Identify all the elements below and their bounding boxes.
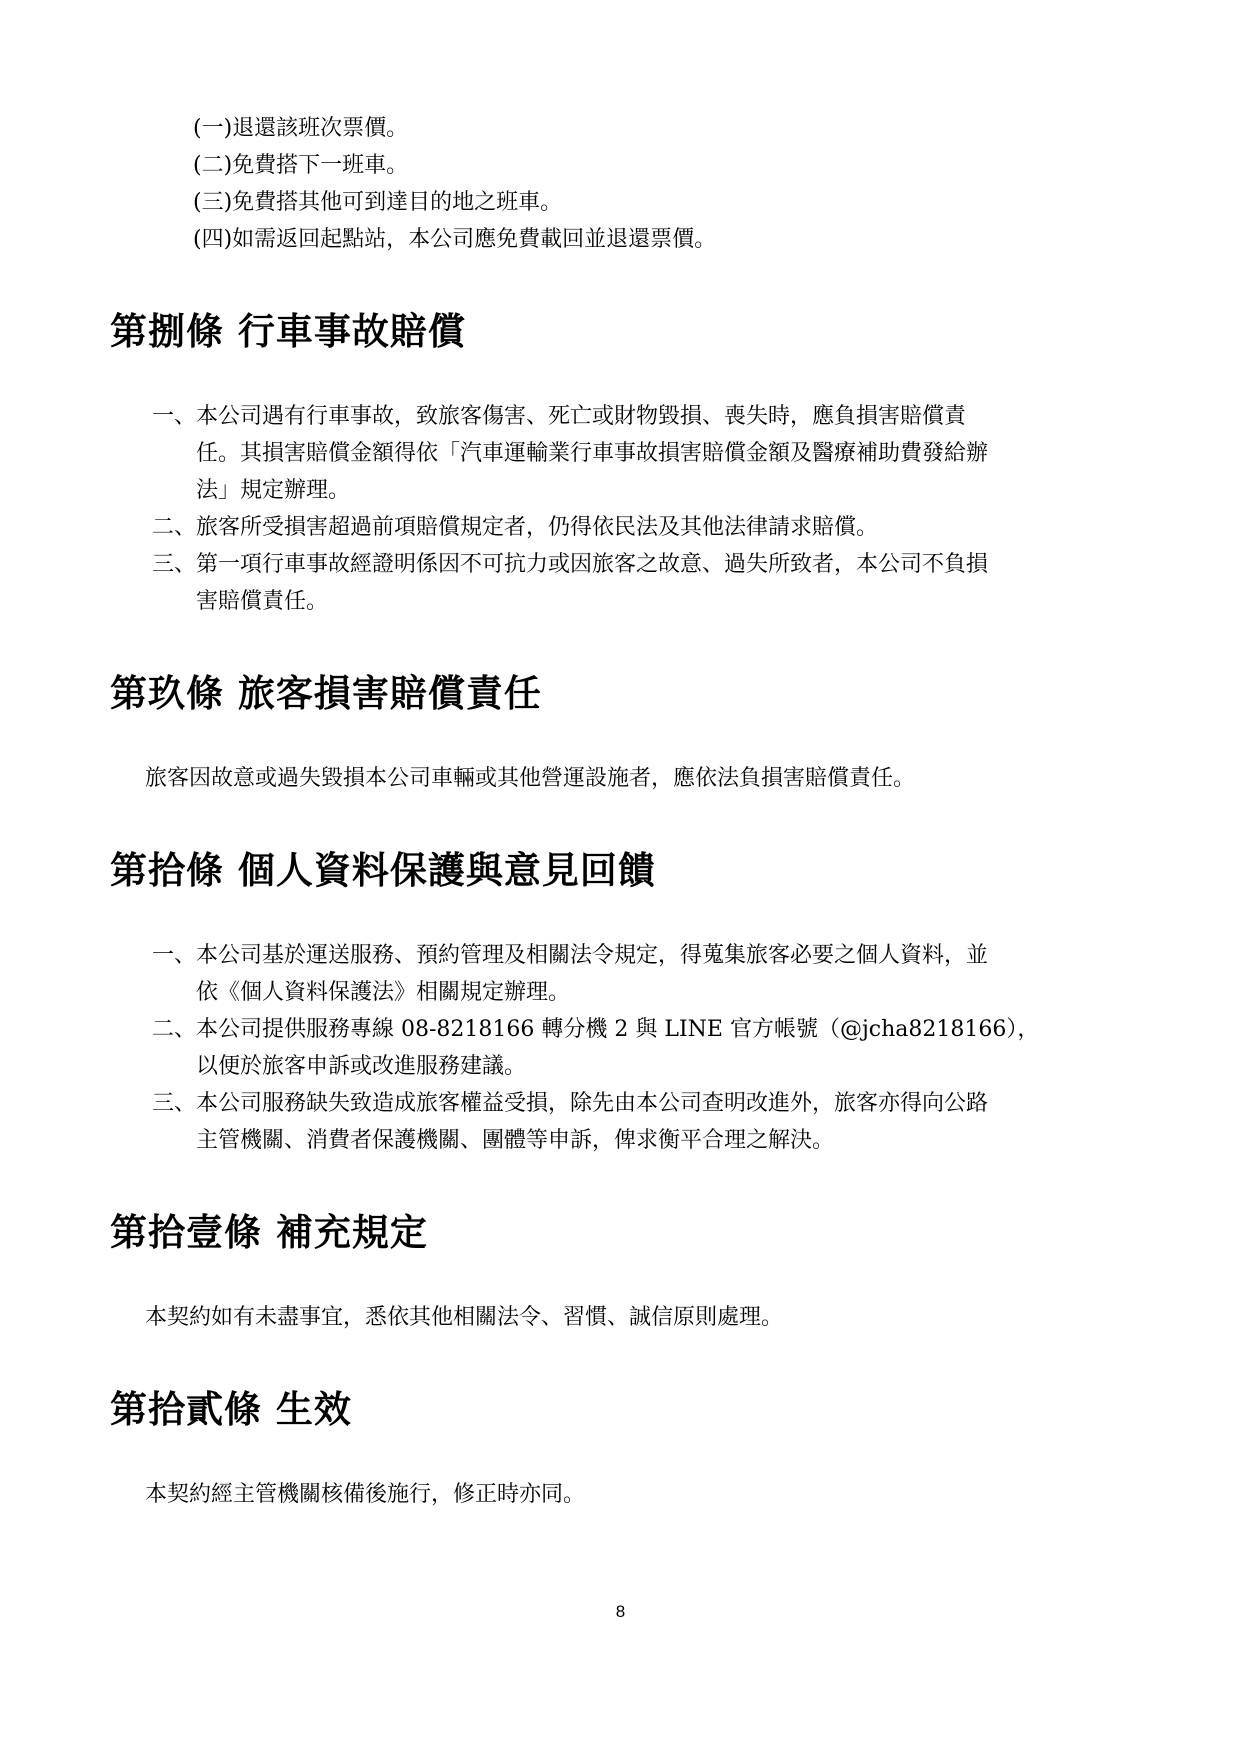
list-item: [110, 546, 1151, 620]
sub-list-item: (四)如需返回起點站，本公司應免費載回並退還票價。: [193, 227, 717, 252]
list-item-marker: 二、: [152, 1017, 197, 1042]
list-item-line: 法」規定辦理。: [196, 478, 351, 503]
list-item: [110, 937, 1151, 1011]
list-item-marker: 三、: [152, 552, 197, 577]
sub-list-item: (一)退還該班次票價。: [193, 116, 409, 141]
list-item: [110, 1011, 1151, 1085]
list-item: [110, 509, 1151, 546]
list-item-line: 主管機關、消費者保護機關、團體等申訴，俾求衡平合理之解決。: [196, 1128, 835, 1153]
list-item: [110, 398, 1151, 509]
list-item-line: 以便於旅客申訴或改進服務建議。: [196, 1054, 527, 1079]
list-item-line: 三、第一項行車事故經證明係因不可抗力或因旅客之故意、過失所致者，本公司不負損: [152, 552, 989, 577]
list-item-marker: 一、: [152, 404, 197, 429]
list-item-marker: 二、: [152, 515, 197, 540]
paragraph: 旅客因故意或過失毀損本公司車輛或其他營運設施者，應依法負損害賠償責任。: [145, 766, 916, 791]
list-item-line: 任。其損害賠償金額得依「汽車運輸業行車事故損害賠償金額及醫療補助費發給辦: [196, 441, 989, 466]
list-item-line: 二、本公司提供服務專線 08-8218166 轉分機 2 與 LINE 官方帳號（@jcha8218166），: [152, 1017, 1040, 1042]
paragraph: 本契約經主管機關核備後施行，修正時亦同。: [145, 1482, 586, 1507]
list-item-line: 一、本公司遇有行車事故，致旅客傷害、死亡或財物毀損、喪失時，應負損害賠償責: [152, 404, 967, 429]
list-item-line: 依《個人資料保護法》相關規定辦理。: [196, 980, 571, 1005]
list-item-line: 二、旅客所受損害超過前項賠償規定者，仍得依民法及其他法律請求賠償。: [152, 515, 879, 540]
list-item-marker: 一、: [152, 943, 197, 968]
section-heading: 第玖條 旅客損害賠償責任: [110, 671, 542, 715]
list-item-line: 一、本公司基於運送服務、預約管理及相關法令規定，得蒐集旅客必要之個人資料，並: [152, 943, 989, 968]
sub-list-item: (三)免費搭其他可到達目的地之班車。: [193, 190, 563, 215]
list-item-line: 三、本公司服務缺失致造成旅客權益受損，除先由本公司查明改進外，旅客亦得向公路: [152, 1091, 989, 1116]
page-number: 8: [615, 1602, 626, 1621]
list-item: [110, 1085, 1151, 1159]
section-heading: 第拾貳條 生效: [110, 1387, 352, 1431]
section-heading: 第拾條 個人資料保護與意見回饋: [110, 848, 656, 892]
sub-list-item: (二)免費搭下一班車。: [193, 153, 409, 178]
section-heading: 第捌條 行車事故賠償: [110, 309, 466, 353]
list-item-line: 害賠償責任。: [196, 589, 329, 614]
list-item-marker: 三、: [152, 1091, 197, 1116]
paragraph: 本契約如有未盡事宜，悉依其他相關法令、習慣、誠信原則處理。: [145, 1305, 784, 1330]
section-heading: 第拾壹條 補充規定: [110, 1210, 428, 1254]
